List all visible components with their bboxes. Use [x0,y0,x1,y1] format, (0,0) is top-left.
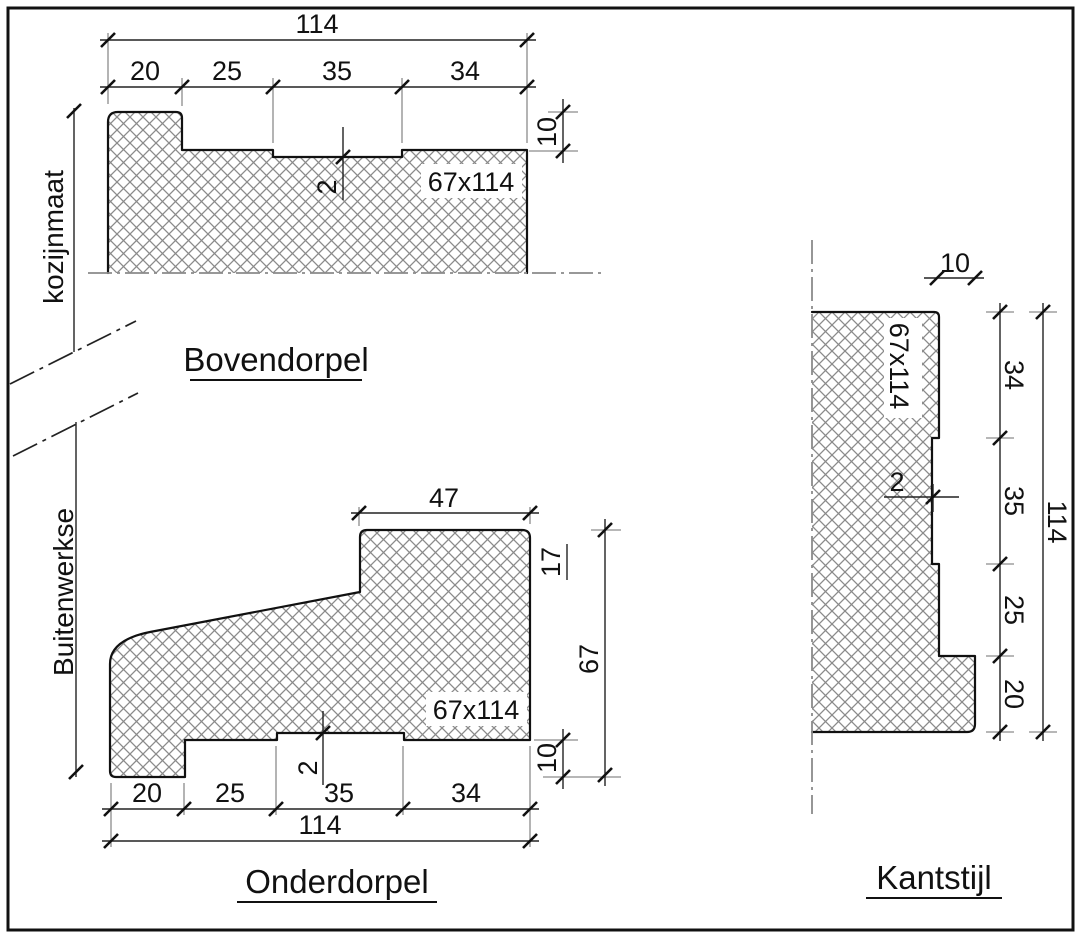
kantstijl-size-label: 67x114 [884,322,914,410]
onderdorpel-dim-rebate-text: 47 [428,483,460,513]
view-kantstijl [812,240,1072,898]
kantstijl-seg-34: 34 [999,359,1029,391]
bovendorpel-dim-step [529,99,578,163]
onderdorpel-dim-overall [102,810,539,848]
onderdorpel-dim-overall-text: 114 [298,810,342,840]
bovendorpel-dim-step-text: 10 [532,116,562,148]
bovendorpel-dim-overall-text: 114 [295,9,339,39]
view-bovendorpel [88,9,604,380]
bovendorpel-dim-groove-text: 2 [312,179,342,195]
onderdorpel-seg-35: 35 [323,778,355,808]
onderdorpel-dim-toe [532,729,578,789]
kantstijl-dim-overall [1029,303,1072,741]
kantstijl-dim-segments [986,303,1029,741]
onderdorpel-size-label: 67x114 [432,695,520,725]
kantstijl-dim-step-text: 10 [939,248,971,278]
break-line-upper [10,321,136,384]
onderdorpel-dim-height-text: 67 [574,643,604,675]
view-onderdorpel [102,483,621,902]
kantstijl-seg-35: 35 [999,485,1029,517]
onderdorpel-dim-rebate [351,483,539,526]
onderdorpel-dim-groove-text: 2 [293,760,323,776]
frame-dim-label-buitenwerkse: Buitenwerkse [48,507,79,677]
onderdorpel-seg-34: 34 [450,778,482,808]
onderdorpel-dim-upstand [536,544,567,580]
bovendorpel-size-label: 67x114 [427,167,515,197]
onderdorpel-dim-toe-text: 10 [532,742,562,774]
bovendorpel-title: Bovendorpel [183,341,369,378]
kantstijl-dim-groove-text: 2 [889,467,905,497]
bovendorpel-seg-34: 34 [449,56,481,86]
onderdorpel-seg-25: 25 [214,778,246,808]
kantstijl-seg-20: 20 [999,678,1029,710]
bovendorpel-seg-20: 20 [129,56,161,86]
bovendorpel-seg-25: 25 [211,56,243,86]
frame-dim-label-kozijnmaat: kozijnmaat [38,170,69,304]
onderdorpel-dim-upstand-text: 17 [536,546,566,578]
kantstijl-title: Kantstijl [876,859,992,896]
bovendorpel-seg-35: 35 [321,56,353,86]
kantstijl-seg-25: 25 [999,594,1029,626]
onderdorpel-title: Onderdorpel [245,863,429,900]
onderdorpel-seg-20: 20 [131,778,163,808]
kantstijl-dim-overall-text: 114 [1042,500,1072,544]
kantstijl-dim-step [924,248,984,285]
